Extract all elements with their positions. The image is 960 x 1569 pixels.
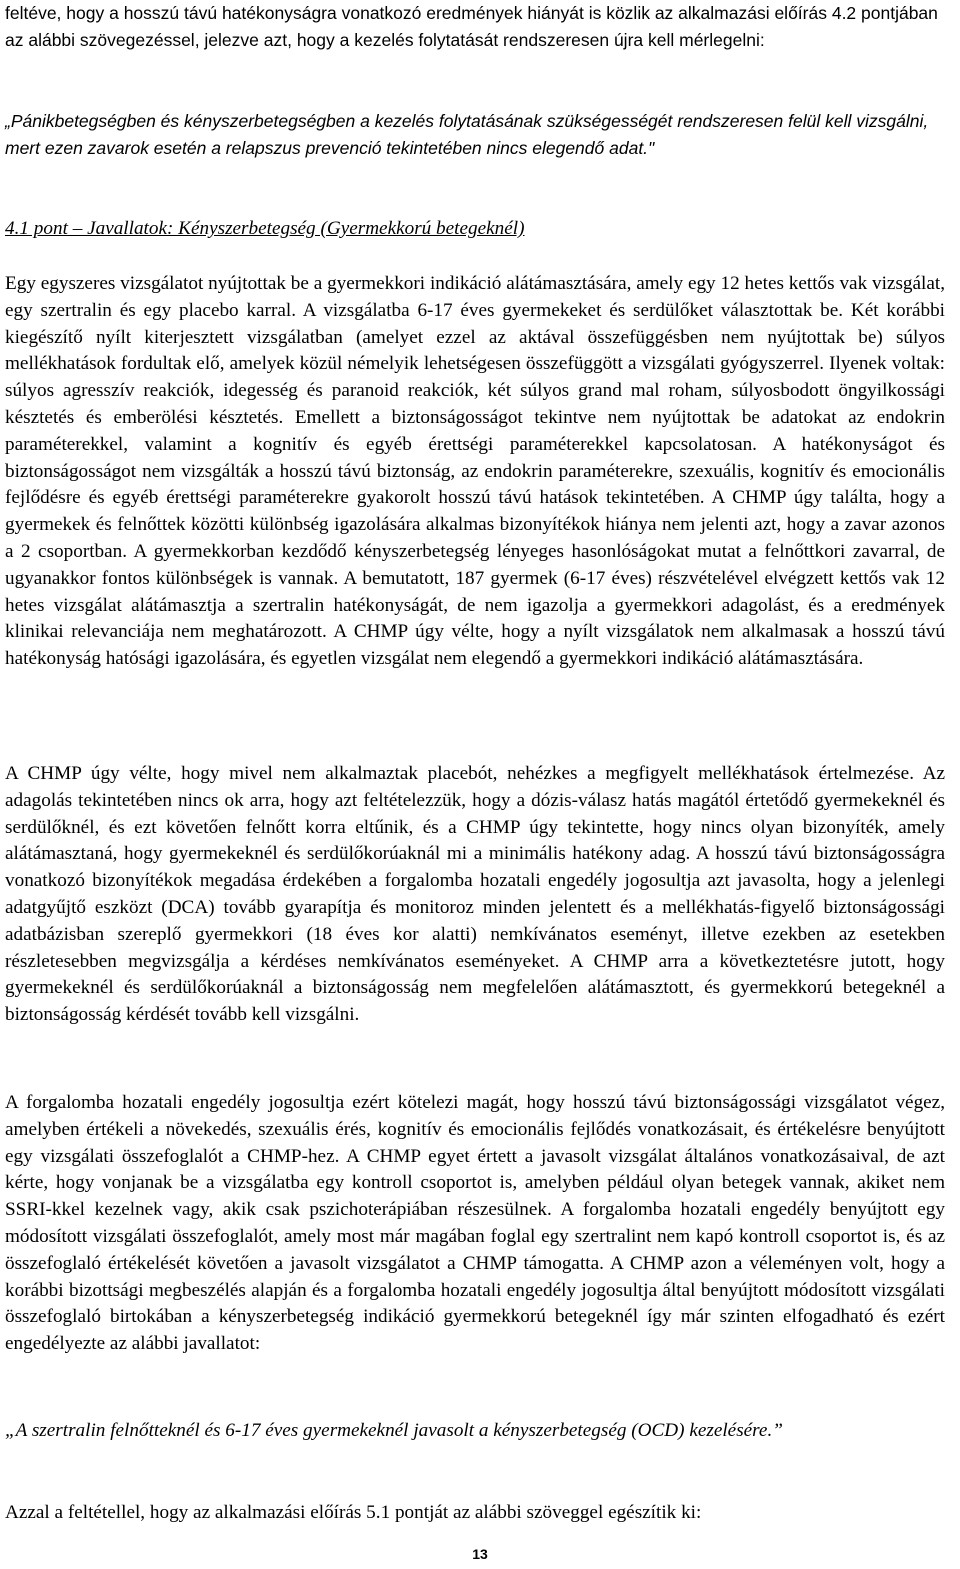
paragraph-placebo: A CHMP úgy vélte, hogy mivel nem alkalmaztak placebót, nehézkes a megfigyelt mellékhatások értelmezése. Az adagolás tekintetében nincs ok arra, hogy azt feltételezzük, hogy a dózis-válasz hatás magától értetődő gyermekeknél és serdülőknél, és ezt követően felnőtt korra eltűnik, és a CHMP úgy tekintette, hogy nincs olyan bizonyíték, amely alátámasztaná, hogy gyermekeknél és serdülőkorúaknál mi a minimális hatékony adag. A hosszú távú biztonságosságra vonatkozó bizonyítékok megadása érdekében a forgalomba hozatali engedély jogosultja azt javasolta, hogy a jelenlegi adatgyűjtő eszközt (DCA) tovább gyarapítja és monitoroz minden jelentett és a mellékhatás-figyelő biztonságossági adatbázisban szereplő gyermekkori (18 éves kor alatti) nemkívánatos eseményt, illetve ezekben az esetekben részletesebben megvizsgálja a kérdéses nemkívánatos eseményeket. A CHMP arra a következtetésre jutott, hogy gyermekeknél és serdülőkorúaknál a biztonságosság nem megfelelően alátámasztott, és gyermekkorú betegeknél a biztonságosság kérdését tovább kell vizsgálni. [5, 763, 945, 1026]
intro-paragraph: feltéve, hogy a hosszú távú hatékonyságra vonatkozó eredmények hiányát is közlik az alkalmazási előírás 4.2 pontjában az alábbi szövegezéssel, jelezve azt, hogy a kezelés folytatását rendszeresen újra kell mérlegelni: [5, 3, 938, 50]
paragraph-long-term-study: A forgalomba hozatali engedély jogosultja ezért kötelezi magát, hogy hosszú távú biztonságossági vizsgálatot végez, amelyben értékeli a növekedés, szexuális érés, kognitív és emocionális fejlődés vonatkozásait, és értékelésre benyújtott egy vizsgálati összefoglalót a CHMP-hez. A CHMP egyet értett a javasolt vizsgálat általános vonatkozásaival, de azt kérte, hogy vonjanak be a vizsgálatba egy kontroll csoportot is, amelyben például olyan betegek vannak, akiket nem SSRI-kkel kezelnek vagy, akik csak pszichoterápiában részesülnek. A forgalomba hozatali engedély benyújtott egy módosított vizsgálati összefoglalót, amely most már magában foglal egy szertralint nem kapó kontroll csoportot is, és az összefoglaló értékelését követően a javasolt vizsgálatot a CHMP támogatta. A CHMP azon a véleményen volt, hogy a korábbi bizottsági megbeszélés alapján és a forgalomba hozatali engedély jogosultja által benyújtott módosított vizsgálati összefoglaló birtokában a kényszerbetegség indikáció gyermekkorú betegeknél így már szinten elfogadható és ezért engedélyezte az alábbi javallatot: [5, 1092, 945, 1355]
section-heading: 4.1 pont – Javallatok: Kényszerbetegség (Gyermekkorú betegeknél) [5, 218, 525, 239]
closing-line: Azzal a feltétellel, hogy az alkalmazási előírás 5.1 pontját az alábbi szöveggel egészítik ki: [5, 1502, 702, 1523]
quote-indication: „A szertralin felnőtteknél és 6-17 éves gyermekeknél javasolt a kényszerbetegség (OCD) kezelésére.” [5, 1420, 783, 1441]
paragraph-pediatric-indication: Egy egyszeres vizsgálatot nyújtottak be a gyermekkori indikáció alátámasztására, amely egy 12 hetes kettős vak vizsgálat, egy szertralin és egy placebo karral. A vizsgálatba 6-17 éves gyermekeket és serdülőket választottak be. Két korábbi kiegészítő nyílt kiterjesztett vizsgálatban (amelyet ezzel az aktával összefüggésben nem nyújtottak be) súlyos mellékhatások fordultak elő, amelyek közül némelyik lehetségesen összefüggött a vizsgálati gyógyszerrel. Ilyenek voltak: súlyos agresszív reakciók, idegesség és paranoid reakciók, két súlyos grand mal roham, súlyosbodott öngyilkossági késztetés és emberölési késztetés. Emellett a biztonságosságot tekintve nem nyújtottak be adatokat az endokrin paraméterekkel, valamint a kognitív és egyéb érettségi paraméterekkel kapcsolatosan. A hatékonyságot és biztonságosságot nem vizsgálták a hosszú távú biztonság, az endokrin paraméterekre, szexuális, kognitív és emocionális fejlődésre és egyéb érettségi paraméterekre gyakorolt hosszú távú hatások tekintetében. A CHMP úgy találta, hogy a gyermekek és felnőttek közötti különbség igazolására alkalmas bizonyítékok hiánya nem jelenti azt, hogy a zavar azonos a 2 csoportban. A gyermekkorban kezdődő kényszerbetegség lényeges hasonlóságokat mutat a felnőttkori zavarral, de ugyanakkor fontos különbségek is vannak. A bemutatott, 187 gyermek (6-17 éves) részvételével elvégzett kettős vak 12 hetes vizsgálat alátámasztja a szertralin hatékonyságát, de nem igazolja a gyermekkori adagolást, és a eredmények klinikai relevanciája nem meghatározott. A CHMP úgy vélte, hogy a nyílt vizsgálatok nem alkalmasak a hosszú távú hatékonyság hatósági igazolására, és egyetlen vizsgálat nem elegendő a gyermekkori indikáció alátámasztására. [5, 273, 945, 670]
page-number: 13 [472, 1546, 488, 1562]
quote-panic-ocd: „Pánikbetegségben és kényszerbetegségben a kezelés folytatásának szükségességét rendszeresen felül kell vizsgálni, mert ezen zavarok esetén a relapszus prevenció tekintetében nincs elegendő adat." [5, 111, 929, 158]
